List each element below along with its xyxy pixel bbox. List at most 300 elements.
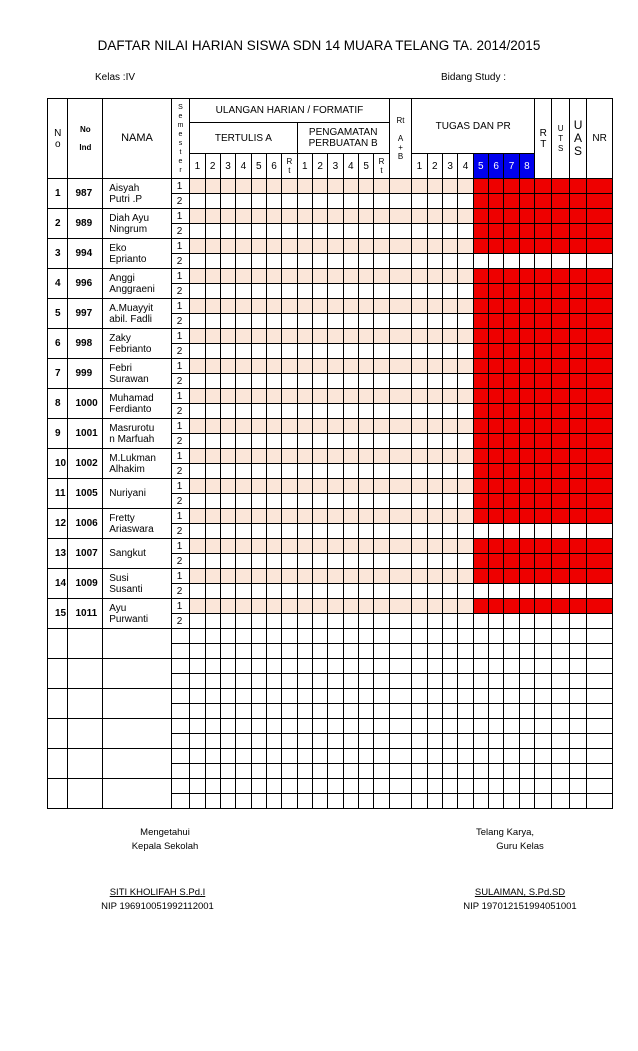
grade-cell[interactable] — [519, 224, 534, 239]
grade-cell[interactable] — [473, 524, 488, 539]
grade-cell[interactable] — [587, 719, 613, 734]
grade-cell[interactable] — [205, 794, 220, 809]
grade-cell[interactable] — [427, 344, 442, 359]
grade-cell[interactable] — [220, 179, 235, 194]
grade-cell[interactable] — [282, 569, 297, 584]
grade-cell[interactable] — [358, 689, 373, 704]
grade-cell[interactable] — [389, 494, 412, 509]
grade-cell[interactable] — [205, 284, 220, 299]
grade-cell[interactable] — [412, 464, 427, 479]
grade-cell[interactable] — [266, 404, 281, 419]
grade-cell[interactable] — [389, 389, 412, 404]
grade-cell[interactable] — [442, 449, 457, 464]
grade-cell[interactable] — [205, 449, 220, 464]
grade-cell[interactable] — [205, 524, 220, 539]
grade-cell[interactable] — [205, 434, 220, 449]
grade-cell[interactable] — [220, 659, 235, 674]
grade-cell[interactable] — [343, 494, 358, 509]
grade-cell[interactable] — [569, 194, 586, 209]
grade-cell[interactable] — [535, 779, 552, 794]
grade-cell[interactable] — [343, 254, 358, 269]
grade-cell[interactable] — [412, 704, 427, 719]
grade-cell[interactable] — [220, 599, 235, 614]
grade-cell[interactable] — [519, 524, 534, 539]
grade-cell[interactable] — [171, 629, 189, 644]
grade-cell[interactable] — [328, 734, 343, 749]
grade-cell[interactable] — [489, 209, 504, 224]
grade-cell[interactable] — [266, 704, 281, 719]
grade-cell[interactable] — [282, 554, 297, 569]
grade-cell[interactable] — [358, 194, 373, 209]
grade-cell[interactable] — [442, 599, 457, 614]
grade-cell[interactable] — [389, 719, 412, 734]
empty-name[interactable] — [103, 749, 172, 779]
grade-cell[interactable] — [251, 599, 266, 614]
grade-cell[interactable] — [358, 254, 373, 269]
grade-cell[interactable] — [535, 539, 552, 554]
grade-cell[interactable] — [297, 599, 312, 614]
grade-cell[interactable] — [412, 719, 427, 734]
grade-cell[interactable] — [282, 314, 297, 329]
grade-cell[interactable] — [504, 464, 519, 479]
grade-cell[interactable] — [587, 509, 613, 524]
grade-cell[interactable] — [220, 209, 235, 224]
grade-cell[interactable] — [190, 794, 205, 809]
grade-cell[interactable] — [389, 449, 412, 464]
grade-cell[interactable] — [328, 479, 343, 494]
grade-cell[interactable] — [473, 764, 488, 779]
grade-cell[interactable] — [535, 689, 552, 704]
grade-cell[interactable] — [569, 329, 586, 344]
grade-cell[interactable] — [236, 359, 251, 374]
grade-cell[interactable] — [519, 314, 534, 329]
grade-cell[interactable] — [504, 539, 519, 554]
grade-cell[interactable] — [374, 299, 389, 314]
grade-cell[interactable] — [504, 419, 519, 434]
grade-cell[interactable] — [473, 734, 488, 749]
grade-cell[interactable] — [519, 674, 534, 689]
grade-cell[interactable] — [412, 644, 427, 659]
grade-cell[interactable] — [535, 524, 552, 539]
grade-cell[interactable] — [442, 659, 457, 674]
grade-cell[interactable] — [358, 779, 373, 794]
grade-cell[interactable] — [587, 224, 613, 239]
grade-cell[interactable] — [504, 434, 519, 449]
grade-cell[interactable] — [587, 749, 613, 764]
grade-cell[interactable] — [343, 704, 358, 719]
grade-cell[interactable] — [282, 209, 297, 224]
grade-cell[interactable] — [282, 404, 297, 419]
grade-cell[interactable] — [190, 449, 205, 464]
grade-cell[interactable] — [489, 269, 504, 284]
grade-cell[interactable] — [552, 269, 569, 284]
grade-cell[interactable] — [504, 764, 519, 779]
grade-cell[interactable] — [266, 659, 281, 674]
grade-cell[interactable] — [266, 239, 281, 254]
grade-cell[interactable] — [535, 734, 552, 749]
grade-cell[interactable] — [519, 539, 534, 554]
grade-cell[interactable] — [389, 479, 412, 494]
grade-cell[interactable] — [328, 719, 343, 734]
grade-cell[interactable] — [535, 254, 552, 269]
grade-cell[interactable] — [266, 794, 281, 809]
grade-cell[interactable] — [328, 764, 343, 779]
grade-cell[interactable] — [519, 569, 534, 584]
grade-cell[interactable] — [236, 434, 251, 449]
grade-cell[interactable] — [552, 329, 569, 344]
grade-cell[interactable] — [236, 584, 251, 599]
grade-cell[interactable] — [473, 704, 488, 719]
grade-cell[interactable] — [389, 299, 412, 314]
grade-cell[interactable] — [552, 599, 569, 614]
grade-cell[interactable] — [442, 539, 457, 554]
grade-cell[interactable] — [251, 434, 266, 449]
grade-cell[interactable] — [519, 659, 534, 674]
grade-cell[interactable] — [473, 419, 488, 434]
grade-cell[interactable] — [297, 389, 312, 404]
grade-cell[interactable] — [358, 629, 373, 644]
grade-cell[interactable] — [412, 269, 427, 284]
grade-cell[interactable] — [312, 209, 327, 224]
grade-cell[interactable] — [297, 284, 312, 299]
grade-cell[interactable] — [358, 584, 373, 599]
grade-cell[interactable] — [374, 539, 389, 554]
grade-cell[interactable] — [328, 509, 343, 524]
grade-cell[interactable] — [473, 749, 488, 764]
grade-cell[interactable] — [535, 434, 552, 449]
grade-cell[interactable] — [205, 779, 220, 794]
grade-cell[interactable] — [374, 344, 389, 359]
grade-cell[interactable] — [282, 524, 297, 539]
grade-cell[interactable] — [266, 734, 281, 749]
grade-cell[interactable] — [587, 764, 613, 779]
grade-cell[interactable] — [587, 629, 613, 644]
grade-cell[interactable] — [171, 689, 189, 704]
grade-cell[interactable] — [552, 194, 569, 209]
grade-cell[interactable] — [587, 659, 613, 674]
grade-cell[interactable] — [171, 659, 189, 674]
grade-cell[interactable] — [569, 389, 586, 404]
grade-cell[interactable] — [427, 704, 442, 719]
grade-cell[interactable] — [205, 194, 220, 209]
grade-cell[interactable] — [236, 509, 251, 524]
grade-cell[interactable] — [427, 314, 442, 329]
grade-cell[interactable] — [312, 329, 327, 344]
grade-cell[interactable] — [389, 734, 412, 749]
grade-cell[interactable] — [442, 344, 457, 359]
grade-cell[interactable] — [552, 179, 569, 194]
grade-cell[interactable] — [412, 314, 427, 329]
grade-cell[interactable] — [297, 779, 312, 794]
grade-cell[interactable] — [489, 584, 504, 599]
grade-cell[interactable] — [535, 749, 552, 764]
grade-cell[interactable] — [358, 299, 373, 314]
grade-cell[interactable] — [282, 374, 297, 389]
grade-cell[interactable] — [489, 419, 504, 434]
grade-cell[interactable] — [220, 509, 235, 524]
grade-cell[interactable] — [504, 254, 519, 269]
grade-cell[interactable] — [374, 194, 389, 209]
grade-cell[interactable] — [374, 719, 389, 734]
grade-cell[interactable] — [427, 359, 442, 374]
grade-cell[interactable] — [552, 644, 569, 659]
grade-cell[interactable] — [427, 734, 442, 749]
grade-cell[interactable] — [328, 689, 343, 704]
grade-cell[interactable] — [266, 449, 281, 464]
grade-cell[interactable] — [328, 614, 343, 629]
grade-cell[interactable] — [251, 704, 266, 719]
grade-cell[interactable] — [569, 224, 586, 239]
grade-cell[interactable] — [489, 284, 504, 299]
grade-cell[interactable] — [282, 464, 297, 479]
grade-cell[interactable] — [458, 674, 473, 689]
grade-cell[interactable] — [251, 374, 266, 389]
grade-cell[interactable] — [519, 434, 534, 449]
grade-cell[interactable] — [205, 629, 220, 644]
grade-cell[interactable] — [489, 749, 504, 764]
grade-cell[interactable] — [458, 764, 473, 779]
grade-cell[interactable] — [297, 554, 312, 569]
grade-cell[interactable] — [389, 374, 412, 389]
grade-cell[interactable] — [458, 749, 473, 764]
grade-cell[interactable] — [442, 704, 457, 719]
grade-cell[interactable] — [473, 494, 488, 509]
grade-cell[interactable] — [190, 659, 205, 674]
grade-cell[interactable] — [266, 479, 281, 494]
grade-cell[interactable] — [458, 584, 473, 599]
grade-cell[interactable] — [489, 464, 504, 479]
grade-cell[interactable] — [374, 629, 389, 644]
grade-cell[interactable] — [458, 494, 473, 509]
grade-cell[interactable] — [473, 194, 488, 209]
grade-cell[interactable] — [535, 194, 552, 209]
grade-cell[interactable] — [489, 659, 504, 674]
grade-cell[interactable] — [312, 509, 327, 524]
grade-cell[interactable] — [519, 239, 534, 254]
grade-cell[interactable] — [251, 224, 266, 239]
grade-cell[interactable] — [205, 479, 220, 494]
grade-cell[interactable] — [535, 239, 552, 254]
grade-cell[interactable] — [519, 479, 534, 494]
grade-cell[interactable] — [312, 269, 327, 284]
grade-cell[interactable] — [297, 269, 312, 284]
grade-cell[interactable] — [473, 479, 488, 494]
grade-cell[interactable] — [220, 389, 235, 404]
grade-cell[interactable] — [266, 254, 281, 269]
grade-cell[interactable] — [552, 209, 569, 224]
grade-cell[interactable] — [220, 539, 235, 554]
grade-cell[interactable] — [473, 674, 488, 689]
grade-cell[interactable] — [535, 224, 552, 239]
grade-cell[interactable] — [489, 254, 504, 269]
grade-cell[interactable] — [343, 554, 358, 569]
grade-cell[interactable] — [535, 704, 552, 719]
grade-cell[interactable] — [343, 269, 358, 284]
grade-cell[interactable] — [458, 299, 473, 314]
grade-cell[interactable] — [358, 494, 373, 509]
grade-cell[interactable] — [552, 314, 569, 329]
grade-cell[interactable] — [266, 434, 281, 449]
grade-cell[interactable] — [297, 734, 312, 749]
grade-cell[interactable] — [358, 674, 373, 689]
grade-cell[interactable] — [552, 704, 569, 719]
grade-cell[interactable] — [587, 239, 613, 254]
grade-cell[interactable] — [236, 224, 251, 239]
grade-cell[interactable] — [519, 194, 534, 209]
grade-cell[interactable] — [569, 779, 586, 794]
grade-cell[interactable] — [220, 194, 235, 209]
grade-cell[interactable] — [412, 689, 427, 704]
grade-cell[interactable] — [266, 224, 281, 239]
grade-cell[interactable] — [552, 584, 569, 599]
grade-cell[interactable] — [343, 194, 358, 209]
grade-cell[interactable] — [171, 749, 189, 764]
grade-cell[interactable] — [569, 674, 586, 689]
grade-cell[interactable] — [552, 749, 569, 764]
grade-cell[interactable] — [535, 269, 552, 284]
grade-cell[interactable] — [251, 659, 266, 674]
grade-cell[interactable] — [552, 734, 569, 749]
grade-cell[interactable] — [220, 689, 235, 704]
grade-cell[interactable] — [412, 254, 427, 269]
grade-cell[interactable] — [389, 464, 412, 479]
grade-cell[interactable] — [569, 719, 586, 734]
grade-cell[interactable] — [535, 659, 552, 674]
grade-cell[interactable] — [458, 209, 473, 224]
grade-cell[interactable] — [504, 494, 519, 509]
grade-cell[interactable] — [504, 224, 519, 239]
grade-cell[interactable] — [236, 614, 251, 629]
grade-cell[interactable] — [535, 299, 552, 314]
grade-cell[interactable] — [569, 344, 586, 359]
grade-cell[interactable] — [358, 599, 373, 614]
grade-cell[interactable] — [236, 314, 251, 329]
grade-cell[interactable] — [312, 254, 327, 269]
grade-cell[interactable] — [312, 764, 327, 779]
grade-cell[interactable] — [297, 449, 312, 464]
grade-cell[interactable] — [389, 419, 412, 434]
grade-cell[interactable] — [427, 224, 442, 239]
grade-cell[interactable] — [205, 674, 220, 689]
grade-cell[interactable] — [535, 554, 552, 569]
grade-cell[interactable] — [190, 509, 205, 524]
grade-cell[interactable] — [442, 584, 457, 599]
grade-cell[interactable] — [519, 404, 534, 419]
grade-cell[interactable] — [473, 719, 488, 734]
grade-cell[interactable] — [442, 749, 457, 764]
grade-cell[interactable] — [328, 434, 343, 449]
grade-cell[interactable] — [569, 269, 586, 284]
grade-cell[interactable] — [220, 764, 235, 779]
grade-cell[interactable] — [205, 719, 220, 734]
grade-cell[interactable] — [328, 449, 343, 464]
grade-cell[interactable] — [442, 764, 457, 779]
grade-cell[interactable] — [297, 194, 312, 209]
grade-cell[interactable] — [587, 284, 613, 299]
grade-cell[interactable] — [251, 749, 266, 764]
grade-cell[interactable] — [205, 359, 220, 374]
grade-cell[interactable] — [458, 374, 473, 389]
grade-cell[interactable] — [205, 254, 220, 269]
grade-cell[interactable] — [519, 329, 534, 344]
grade-cell[interactable] — [473, 224, 488, 239]
grade-cell[interactable] — [458, 554, 473, 569]
grade-cell[interactable] — [473, 584, 488, 599]
grade-cell[interactable] — [552, 629, 569, 644]
grade-cell[interactable] — [412, 329, 427, 344]
grade-cell[interactable] — [190, 779, 205, 794]
grade-cell[interactable] — [282, 734, 297, 749]
grade-cell[interactable] — [328, 644, 343, 659]
grade-cell[interactable] — [389, 254, 412, 269]
grade-cell[interactable] — [251, 239, 266, 254]
grade-cell[interactable] — [389, 764, 412, 779]
grade-cell[interactable] — [412, 419, 427, 434]
grade-cell[interactable] — [251, 344, 266, 359]
grade-cell[interactable] — [282, 764, 297, 779]
grade-cell[interactable] — [569, 404, 586, 419]
grade-cell[interactable] — [519, 494, 534, 509]
grade-cell[interactable] — [569, 524, 586, 539]
grade-cell[interactable] — [358, 224, 373, 239]
grade-cell[interactable] — [519, 719, 534, 734]
grade-cell[interactable] — [205, 329, 220, 344]
grade-cell[interactable] — [587, 494, 613, 509]
grade-cell[interactable] — [442, 509, 457, 524]
grade-cell[interactable] — [297, 179, 312, 194]
grade-cell[interactable] — [412, 569, 427, 584]
grade-cell[interactable] — [251, 329, 266, 344]
grade-cell[interactable] — [251, 299, 266, 314]
grade-cell[interactable] — [587, 689, 613, 704]
grade-cell[interactable] — [427, 509, 442, 524]
grade-cell[interactable] — [458, 509, 473, 524]
grade-cell[interactable] — [427, 239, 442, 254]
grade-cell[interactable] — [220, 479, 235, 494]
grade-cell[interactable] — [358, 419, 373, 434]
grade-cell[interactable] — [358, 614, 373, 629]
grade-cell[interactable] — [297, 374, 312, 389]
grade-cell[interactable] — [328, 209, 343, 224]
grade-cell[interactable] — [519, 374, 534, 389]
grade-cell[interactable] — [205, 539, 220, 554]
grade-cell[interactable] — [374, 374, 389, 389]
grade-cell[interactable] — [473, 254, 488, 269]
grade-cell[interactable] — [312, 734, 327, 749]
grade-cell[interactable] — [569, 449, 586, 464]
grade-cell[interactable] — [374, 659, 389, 674]
grade-cell[interactable] — [251, 689, 266, 704]
grade-cell[interactable] — [266, 554, 281, 569]
grade-cell[interactable] — [519, 554, 534, 569]
grade-cell[interactable] — [427, 389, 442, 404]
grade-cell[interactable] — [389, 404, 412, 419]
grade-cell[interactable] — [190, 584, 205, 599]
grade-cell[interactable] — [504, 569, 519, 584]
grade-cell[interactable] — [458, 599, 473, 614]
grade-cell[interactable] — [266, 644, 281, 659]
grade-cell[interactable] — [312, 389, 327, 404]
grade-cell[interactable] — [389, 539, 412, 554]
grade-cell[interactable] — [442, 629, 457, 644]
grade-cell[interactable] — [190, 329, 205, 344]
grade-cell[interactable] — [171, 764, 189, 779]
grade-cell[interactable] — [412, 524, 427, 539]
grade-cell[interactable] — [343, 329, 358, 344]
grade-cell[interactable] — [343, 509, 358, 524]
grade-cell[interactable] — [458, 734, 473, 749]
grade-cell[interactable] — [427, 539, 442, 554]
